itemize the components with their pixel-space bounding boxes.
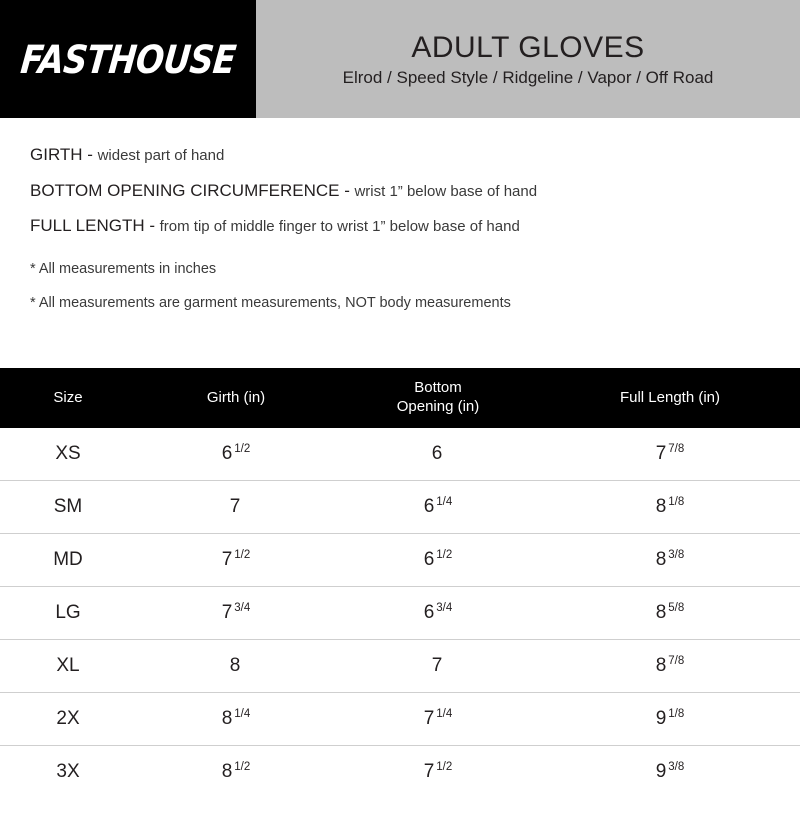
cell-full bbox=[540, 640, 800, 693]
definition-full-length bbox=[30, 217, 800, 236]
cell-size: MD bbox=[0, 534, 136, 587]
cell-bottom-whole: 7 bbox=[423, 708, 435, 729]
cell-bottom bbox=[336, 746, 540, 799]
column-header-bottom-opening bbox=[336, 368, 540, 428]
cell-bottom-whole: 6 bbox=[423, 549, 435, 570]
cell-girth bbox=[136, 481, 336, 534]
cell-girth-whole: 7 bbox=[221, 602, 233, 623]
cell-girth bbox=[136, 693, 336, 746]
cell-full-fraction: 5/8 bbox=[668, 601, 685, 614]
cell-full-fraction: 7/8 bbox=[668, 442, 685, 455]
cell-girth-fraction: 1/2 bbox=[234, 442, 251, 455]
table-row bbox=[0, 587, 800, 640]
cell-size: 3X bbox=[56, 761, 80, 782]
size-table bbox=[0, 368, 800, 798]
cell-girth bbox=[136, 640, 336, 693]
table-row bbox=[0, 428, 800, 481]
cell-full-whole: 7 bbox=[655, 443, 667, 464]
cell-full bbox=[540, 428, 800, 481]
header-title-block bbox=[256, 0, 800, 118]
definition-bottom-opening-desc: wrist 1” below base of hand bbox=[354, 182, 538, 200]
definitions-section bbox=[0, 118, 800, 312]
cell-full-fraction: 7/8 bbox=[668, 654, 685, 667]
page-header bbox=[0, 0, 800, 118]
cell-girth-whole: 8 bbox=[229, 655, 241, 676]
cell-girth-whole: 8 bbox=[221, 708, 233, 729]
cell-full bbox=[540, 693, 800, 746]
cell-size: 2X bbox=[0, 693, 136, 746]
cell-bottom bbox=[336, 587, 540, 640]
cell-full-fraction: 1/8 bbox=[668, 495, 685, 508]
brand-logo bbox=[0, 0, 256, 118]
column-header-full-length: Full Length (in) bbox=[540, 368, 800, 428]
cell-bottom bbox=[336, 693, 540, 746]
size-table-head bbox=[0, 368, 800, 428]
cell-girth bbox=[136, 534, 336, 587]
column-header-bottom-opening-line1: Bottom bbox=[414, 379, 462, 397]
cell-full-whole: 8 bbox=[655, 496, 667, 517]
cell-full-fraction: 3/8 bbox=[668, 760, 685, 773]
definition-bottom-opening bbox=[30, 182, 800, 201]
note-garment-measurements: * All measurements are garment measurements, NOT body measurements bbox=[30, 295, 511, 311]
cell-girth-whole: 7 bbox=[221, 549, 233, 570]
cell-girth-fraction: 3/4 bbox=[234, 601, 251, 614]
cell-full-fraction: 1/8 bbox=[668, 707, 685, 720]
notes-section bbox=[30, 262, 800, 312]
cell-bottom bbox=[336, 481, 540, 534]
cell-size: XS bbox=[0, 428, 136, 481]
table-row bbox=[0, 640, 800, 693]
column-header-size: Size bbox=[0, 368, 136, 428]
cell-bottom-whole: 6 bbox=[423, 496, 435, 517]
cell-bottom-whole: 6 bbox=[431, 443, 443, 464]
size-table-body bbox=[0, 428, 800, 798]
brand-logo-text: FASTHOUSE bbox=[18, 35, 238, 83]
page-subtitle: Elrod / Speed Style / Ridgeline / Vapor / Off Road bbox=[342, 67, 714, 87]
cell-girth-fraction: 1/2 bbox=[234, 760, 251, 773]
cell-full bbox=[540, 534, 800, 587]
table-row bbox=[0, 534, 800, 587]
definition-girth-desc: widest part of hand bbox=[97, 147, 225, 164]
cell-bottom bbox=[336, 640, 540, 693]
definition-girth bbox=[30, 146, 800, 165]
page-title: ADULT GLOVES bbox=[411, 30, 645, 64]
column-header-bottom-opening-line2: Opening (in) bbox=[396, 398, 480, 415]
cell-bottom-whole: 6 bbox=[423, 602, 435, 623]
cell-size: XL bbox=[0, 640, 136, 693]
definition-full-length-term: FULL LENGTH - bbox=[30, 216, 156, 236]
size-table-wrap bbox=[0, 368, 800, 798]
cell-girth-fraction: 1/4 bbox=[234, 707, 251, 720]
cell-girth-whole: 6 bbox=[221, 443, 233, 464]
table-header-row bbox=[0, 368, 800, 428]
cell-girth-fraction: 1/2 bbox=[234, 548, 251, 561]
cell-size: SM bbox=[0, 481, 136, 534]
cell-girth-whole: 8 bbox=[221, 761, 233, 782]
cell-size: LG bbox=[0, 587, 136, 640]
cell-bottom-fraction: 1/4 bbox=[436, 495, 453, 508]
cell-full bbox=[540, 587, 800, 640]
cell-full-whole: 8 bbox=[655, 655, 667, 676]
cell-full-whole: 9 bbox=[655, 708, 667, 729]
table-row bbox=[0, 481, 800, 534]
definition-bottom-opening-term: BOTTOM OPENING CIRCUMFERENCE - bbox=[30, 180, 350, 200]
cell-bottom-fraction: 1/4 bbox=[436, 707, 453, 720]
note-measurements-inches: * All measurements in inches bbox=[30, 261, 217, 278]
cell-bottom bbox=[336, 428, 540, 481]
table-row bbox=[0, 746, 800, 799]
cell-full-fraction: 3/8 bbox=[668, 548, 685, 561]
cell-full-whole: 9 bbox=[655, 761, 667, 782]
cell-girth bbox=[136, 587, 336, 640]
cell-full bbox=[540, 481, 800, 534]
cell-bottom-fraction: 1/2 bbox=[436, 760, 453, 773]
cell-bottom-whole: 7 bbox=[431, 655, 443, 676]
column-header-girth: Girth (in) bbox=[136, 368, 336, 428]
cell-bottom-whole: 7 bbox=[423, 761, 435, 782]
cell-bottom bbox=[336, 534, 540, 587]
cell-girth-whole: 7 bbox=[229, 496, 241, 517]
definition-girth-term: GIRTH - bbox=[30, 145, 93, 164]
cell-girth bbox=[136, 746, 336, 799]
cell-full-whole: 8 bbox=[655, 549, 667, 570]
cell-girth bbox=[136, 428, 336, 481]
table-row bbox=[0, 693, 800, 746]
cell-full bbox=[540, 746, 800, 799]
definition-full-length-desc: from tip of middle finger to wrist 1” below base of hand bbox=[159, 218, 520, 236]
cell-bottom-fraction: 3/4 bbox=[436, 601, 453, 614]
cell-full-whole: 8 bbox=[655, 602, 667, 623]
cell-bottom-fraction: 1/2 bbox=[436, 548, 453, 561]
